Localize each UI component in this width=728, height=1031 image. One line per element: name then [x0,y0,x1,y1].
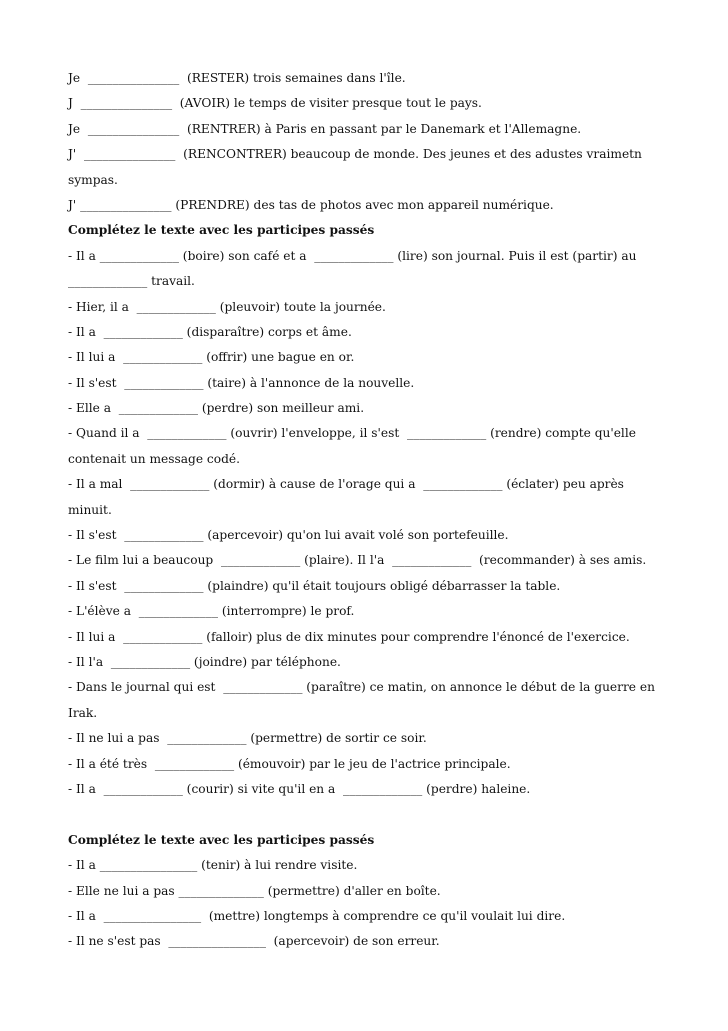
exercise-line: - L'élève a _____________ (interrompre) le prof. [68,604,355,619]
exercise-line: Je _______________ (RESTER) trois semaines dans l'île. [68,71,406,85]
exercise-line-continuation: contenait un message codé. [68,451,240,466]
exercise-line-continuation: minuit. [68,502,112,517]
exercise-line: - Il a _____________ (boire) son café et a _____________ (lire) son journal. Puis il est (partir) au [68,248,637,263]
exercise-line: Je _______________ (RENTRER) à Paris en passant par le Danemark et l'Allemagne. [68,121,582,136]
exercise-line: - Elle a _____________ (perdre) son meilleur ami. [68,401,365,416]
exercise-line: - Il s'est _____________ (plaindre) qu'il était toujours obligé débarrasser la table. [68,578,561,593]
exercise-line: - Il a mal _____________ (dormir) à cause de l'orage qui a _____________ (éclater) peu après [68,477,624,492]
exercise-line: - Dans le journal qui est _____________ (paraître) ce matin, on annonce le début de la guerre en [68,680,655,695]
exercise-line: - Il lui a _____________ (falloir) plus de dix minutes pour comprendre l'énoncé de l'exercice. [68,629,630,644]
exercise-line: - Il a été très _____________ (émouvoir) par le jeu de l'actrice principale. [68,756,511,771]
exercise-line: - Il lui a _____________ (offrir) une bague en or. [68,350,355,365]
section-spacer [68,802,708,827]
exercise-line-continuation: sympas. [68,172,118,187]
section-heading: Complétez le texte avec les participes passés [68,223,375,238]
section-1 [68,66,708,218]
exercise-line: - Il ne s'est pas ________________ (apercevoir) de son erreur. [68,934,440,949]
exercise-line: - Hier, il a _____________ (pleuvoir) toute la journée. [68,299,386,314]
exercise-line: J' _______________ (RENCONTRER) beaucoup de monde. Des jeunes et des adustes vraimetn [68,147,642,162]
section-2 [68,218,708,802]
exercise-line: - Le film lui a beaucoup _____________ (plaire). Il l'a _____________ (recommander) à ses amis. [68,553,647,568]
exercise-line: - Il s'est _____________ (taire) à l'annonce de la nouvelle. [68,375,415,390]
exercise-line: - Il a ________________ (mettre) longtemps à comprendre ce qu'il voulait lui dire. [68,908,566,923]
exercise-line-continuation: _____________ travail. [68,274,195,289]
exercise-line: - Il a _____________ (courir) si vite qu'il en a _____________ (perdre) haleine. [68,781,531,796]
exercise-line: - Quand il a _____________ (ouvrir) l'enveloppe, il s'est _____________ (rendre) compte qu'elle [68,426,636,441]
exercise-line: - Il l'a _____________ (joindre) par téléphone. [68,654,341,669]
section-heading: Complétez le texte avec les participes passés [68,832,375,847]
worksheet-page [68,66,708,955]
exercise-line: J _______________ (AVOIR) le temps de visiter presque tout le pays. [68,96,482,111]
exercise-line: J' _______________ (PRENDRE) des tas de photos avec mon appareil numérique. [68,197,554,212]
exercise-line: - Il a _____________ (disparaître) corps et âme. [68,324,352,339]
section-3 [68,828,708,955]
exercise-line-continuation: Irak. [68,705,98,720]
exercise-line: - Il a ________________ (tenir) à lui rendre visite. [68,858,358,873]
exercise-line: - Elle ne lui a pas ______________ (permettre) d'aller en boîte. [68,883,441,898]
exercise-line: - Il s'est _____________ (apercevoir) qu'on lui avait volé son portefeuille. [68,528,509,543]
exercise-line: - Il ne lui a pas _____________ (permettre) de sortir ce soir. [68,731,427,746]
